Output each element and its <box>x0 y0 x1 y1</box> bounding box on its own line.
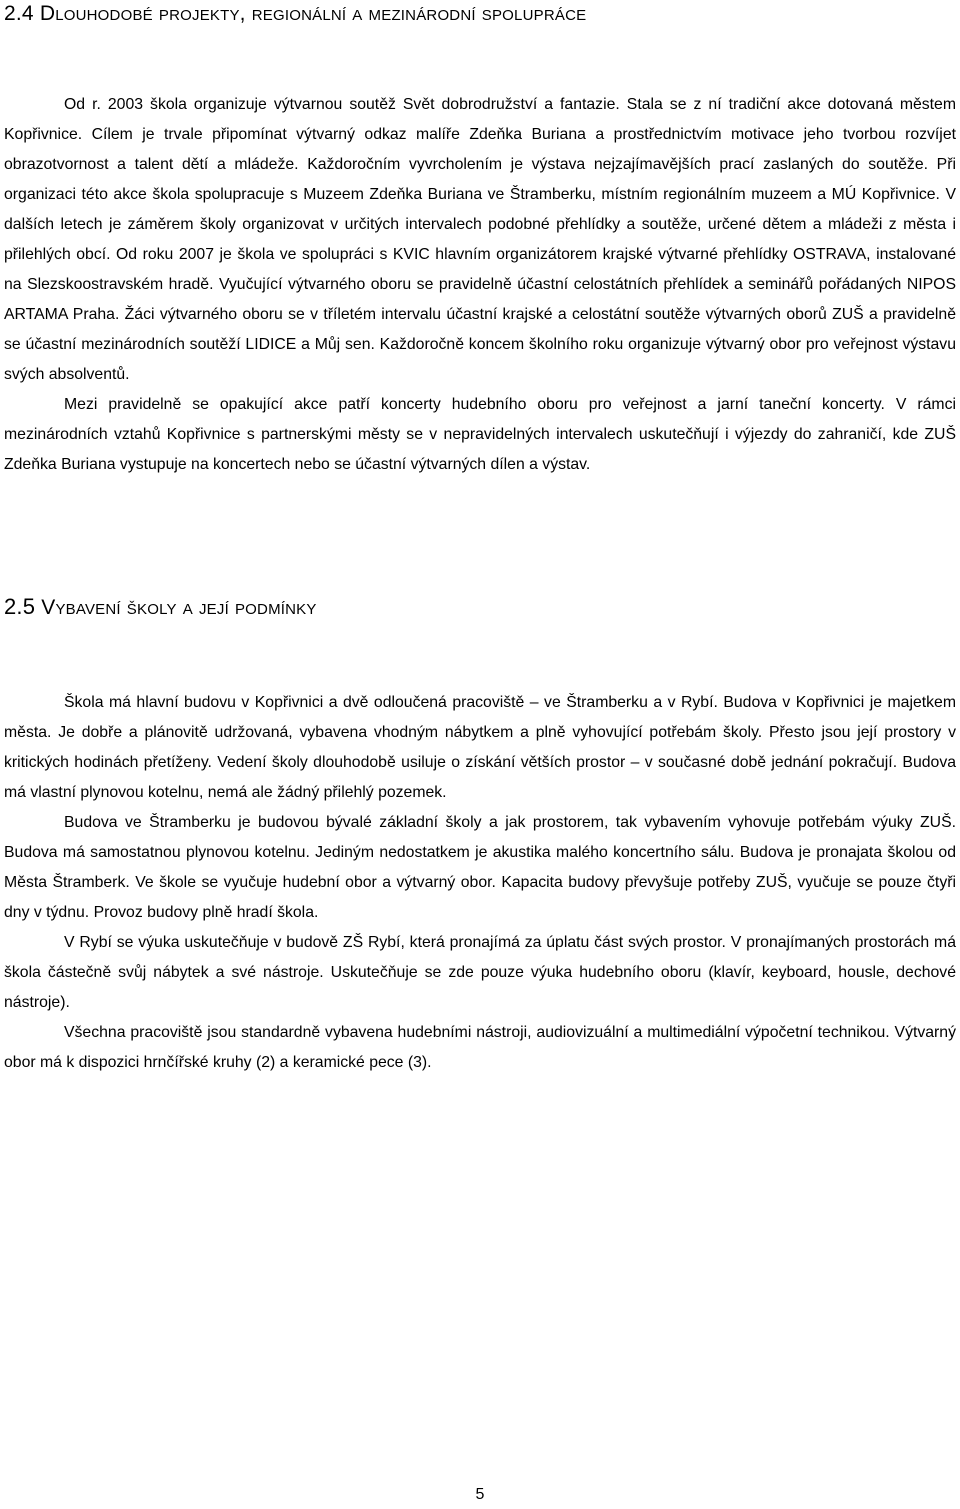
page-number: 5 <box>475 1486 485 1503</box>
section-body-2-5 <box>4 688 956 1078</box>
section-heading-2-4 <box>4 2 586 26</box>
section-number: 2.4 <box>4 2 34 25</box>
paragraph: V Rybí se výuka uskutečňuje v budově ZŠ Rybí, která pronajímá za úplatu část svých prostor. V pronajímaných prostorách má škola částečně svůj nábytek a své nástroje. Uskutečňuje se zde pouze výuka hudebního oboru (klavír, keyboard, housle, dechové nástroje). <box>4 934 956 1011</box>
section-heading-2-5 <box>4 594 317 620</box>
paragraph: Budova ve Štramberku je budovou bývalé základní školy a jak prostorem, tak vybavením vyhovuje potřebám výuky ZUŠ. Budova má samostatnou plynovou kotelnu. Jediným nedostatkem je akustika malého koncertního sálu. Budova je pronajata školou od Města Štramberk. Ve škole se vyučuje hudební obor a výtvarný obor. Kapacita budovy převyšuje potřeby ZUŠ, vyučuje se pouze čtyři dny v týdnu. Provoz budovy plně hradí škola. <box>4 814 956 921</box>
paragraph: Škola má hlavní budovu v Kopřivnici a dvě odloučená pracoviště – ve Štramberku a v Rybí. Budova v Kopřivnici je majetkem města. Je dobře a plánovitě udržovaná, vybavena vhodným nábytkem a plně vyhovující potřebám školy. Přesto jsou její prostory v kritických hodinách přetíženy. Vedení školy dlouhodobě usiluje o získání větších prostor – v současné době jednání pokračují. Budova má vlastní plynovou kotelnu, nemá ale žádný přilehlý pozemek. <box>4 694 956 801</box>
paragraph: Mezi pravidelně se opakující akce patří koncerty hudebního oboru pro veřejnost a jarní taneční koncerty. V rámci mezinárodních vztahů Kopřivnice s partnerskými městy se v nepravidelných intervalech uskutečňují i výjezdy do zahraničí, kde ZUŠ Zdeňka Buriana vystupuje na koncertech nebo se účastní výtvarných dílen a výstav. <box>4 396 956 473</box>
section-title: Dlouhodobé projekty, regionální a mezinárodní spolupráce <box>39 2 587 25</box>
section-number: 2.5 <box>4 594 36 619</box>
section-body-2-4 <box>4 90 956 480</box>
paragraph: Všechna pracoviště jsou standardně vybavena hudebními nástroji, audiovizuální a multimediální výpočetní technikou. Výtvarný obor má k dispozici hrnčířské kruhy (2) a keramické pece (3). <box>4 1024 956 1071</box>
paragraph: Od r. 2003 škola organizuje výtvarnou soutěž Svět dobrodružství a fantazie. Stala se z ní tradiční akce dotovaná městem Kopřivnice. Cílem je trvale připomínat výtvarný odkaz malíře Zdeňka Buriana a prostřednictvím motivace jeho tvorbou rozvíjet obrazotvornost a talent dětí a mládeže. Každoročním vyvrcholením je výstava nejzajímavějších prací zaslaných do soutěže. Při organizaci této akce škola spolupracuje s Muzeem Zdeňka Buriana ve Štramberku, místním regionálním muzeem a MÚ Kopřivnice. V dalších letech je záměrem školy organizovat v určitých intervalech podobné přehlídky a soutěže, určené dětem a mládeži z města i přilehlých obcí. Od roku 2007 je škola ve spolupráci s KVIC hlavním organizátorem krajské výtvarné přehlídky OSTRAVA, instalované na Slezskoostravském hradě. Vyučující výtvarného oboru se pravidelně účastní celostátních přehlídek a seminářů pořádaných NIPOS ARTAMA Praha. Žáci výtvarného oboru se v tříletém intervalu účastní krajské a celostátní soutěže výtvarných oborů ZUŠ a pravidelně se účastní mezinárodních soutěží LIDICE a Můj sen. Každoročně koncem školního roku organizuje výtvarný obor pro veřejnost výstavu svých absolventů. <box>4 96 956 383</box>
section-title: Vybavení školy a její podmínky <box>41 596 317 619</box>
